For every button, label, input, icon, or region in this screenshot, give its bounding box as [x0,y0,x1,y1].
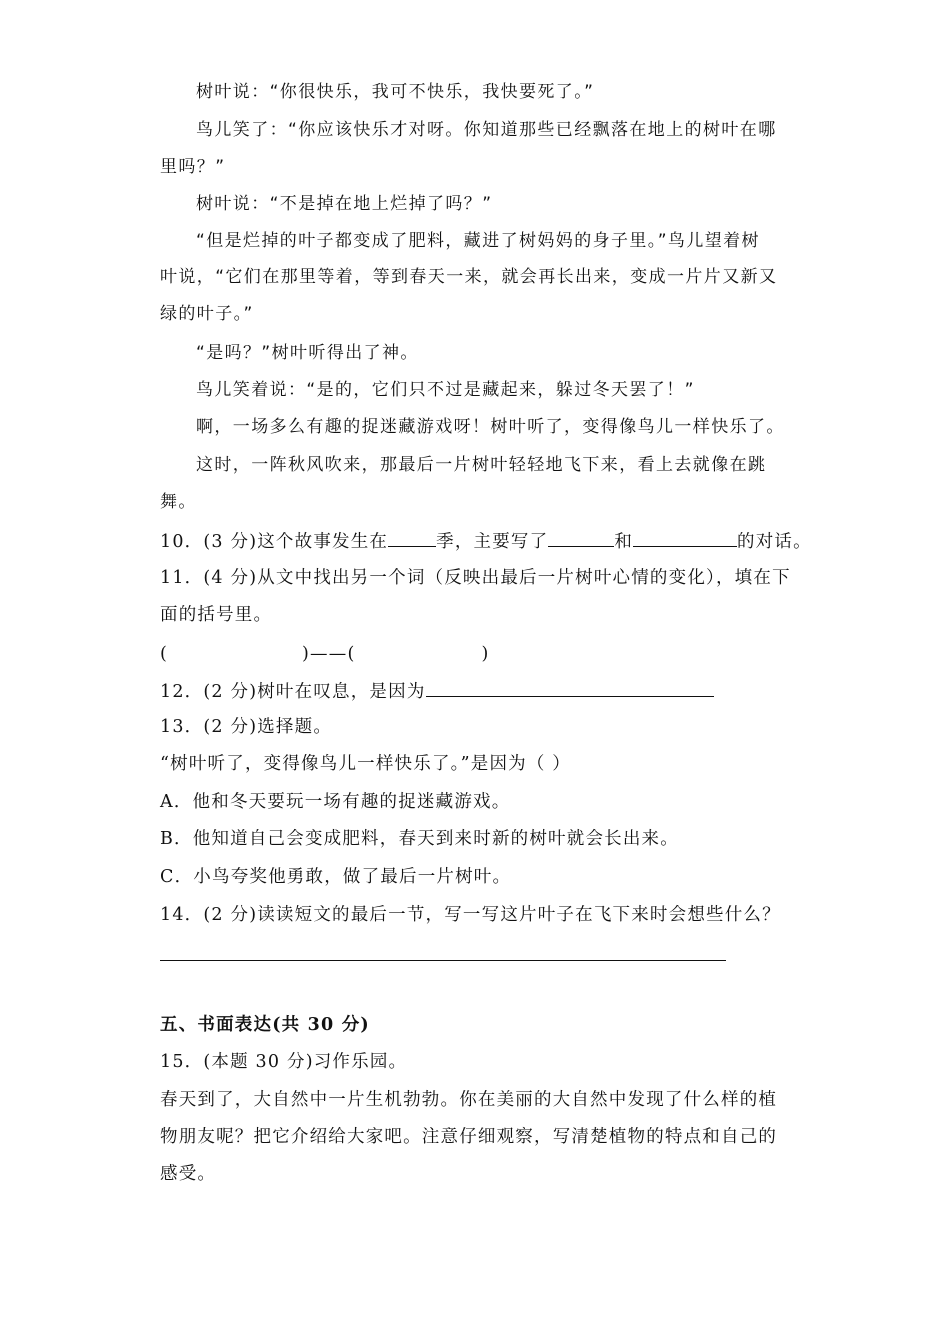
answer-blank-character-1[interactable] [548,528,614,547]
story-paragraph: “是吗？”树叶听得出了神。 [196,343,419,363]
question-10: 10．(3 分)这个故事发生在 季，主要写了 和 的对话。 [160,528,812,554]
option-c[interactable]: C．小鸟夸奖他勇敢，做了最后一片树叶。 [160,867,512,887]
story-paragraph: 树叶说：“不是掉在地上烂掉了吗？” [196,194,493,214]
story-paragraph: 鸟儿笑了：“你应该快乐才对呀。你知道那些已经飘落在地上的树叶在哪 [196,120,777,140]
story-paragraph: 树叶说：“你很快乐，我可不快乐，我快要死了。” [196,82,595,102]
prompt-line: 春天到了，大自然中一片生机勃勃。你在美丽的大自然中发现了什么样的植 [160,1090,778,1110]
section-5-title: 五、书面表达(共 30 分) [160,1015,370,1035]
story-paragraph: “但是烂掉的叶子都变成了肥料，藏进了树妈妈的身子里。”鸟儿望着树 [196,231,760,251]
answer-line-12[interactable] [426,678,714,697]
answer-line-14[interactable] [160,960,726,961]
story-paragraph-cont: 舞。 [160,492,197,512]
story-paragraph: 这时，一阵秋风吹来，那最后一片树叶轻轻地飞下来，看上去就像在跳 [196,455,767,475]
story-paragraph: 啊，一场多么有趣的捉迷藏游戏呀！树叶听了，变得像鸟儿一样快乐了。 [196,417,785,437]
question-14: 14．(2 分)读读短文的最后一节，写一写这片叶子在飞下来时会想些什么？ [160,905,781,925]
question-11-cont: 面的括号里。 [160,605,273,625]
answer-blank-season[interactable] [388,528,436,547]
question-11: 11．(4 分)从文中找出另一个词（反映出最后一片树叶心情的变化），填在下 [160,568,791,588]
story-paragraph-cont: 叶说，“它们在那里等着，等到春天一来，就会再长出来，变成一片片又新又 [160,267,778,287]
prompt-line: 物朋友呢？把它介绍给大家吧。注意仔细观察，写清楚植物的特点和自己的 [160,1127,778,1147]
story-paragraph-cont: 里吗？” [160,157,226,177]
question-13-stem: “树叶听了，变得像鸟儿一样快乐了。”是因为（ ） [160,754,572,774]
option-b[interactable]: B．他知道自己会变成肥料，春天到来时新的树叶就会长出来。 [160,829,679,849]
prompt-line: 感受。 [160,1164,217,1184]
story-paragraph: 鸟儿笑着说：“是的，它们只不过是藏起来，躲过冬天罢了！” [196,380,695,400]
story-paragraph-cont: 绿的叶子。” [160,304,254,324]
option-a[interactable]: A．他和冬天要玩一场有趣的捉迷藏游戏。 [160,792,511,812]
question-11-brackets: ( )——( ) [160,644,490,664]
question-12: 12．(2 分)树叶在叹息，是因为 [160,678,714,704]
question-15: 15．(本题 30 分)习作乐园。 [160,1052,408,1072]
question-13: 13．(2 分)选择题。 [160,717,333,737]
answer-blank-character-2[interactable] [633,528,737,547]
